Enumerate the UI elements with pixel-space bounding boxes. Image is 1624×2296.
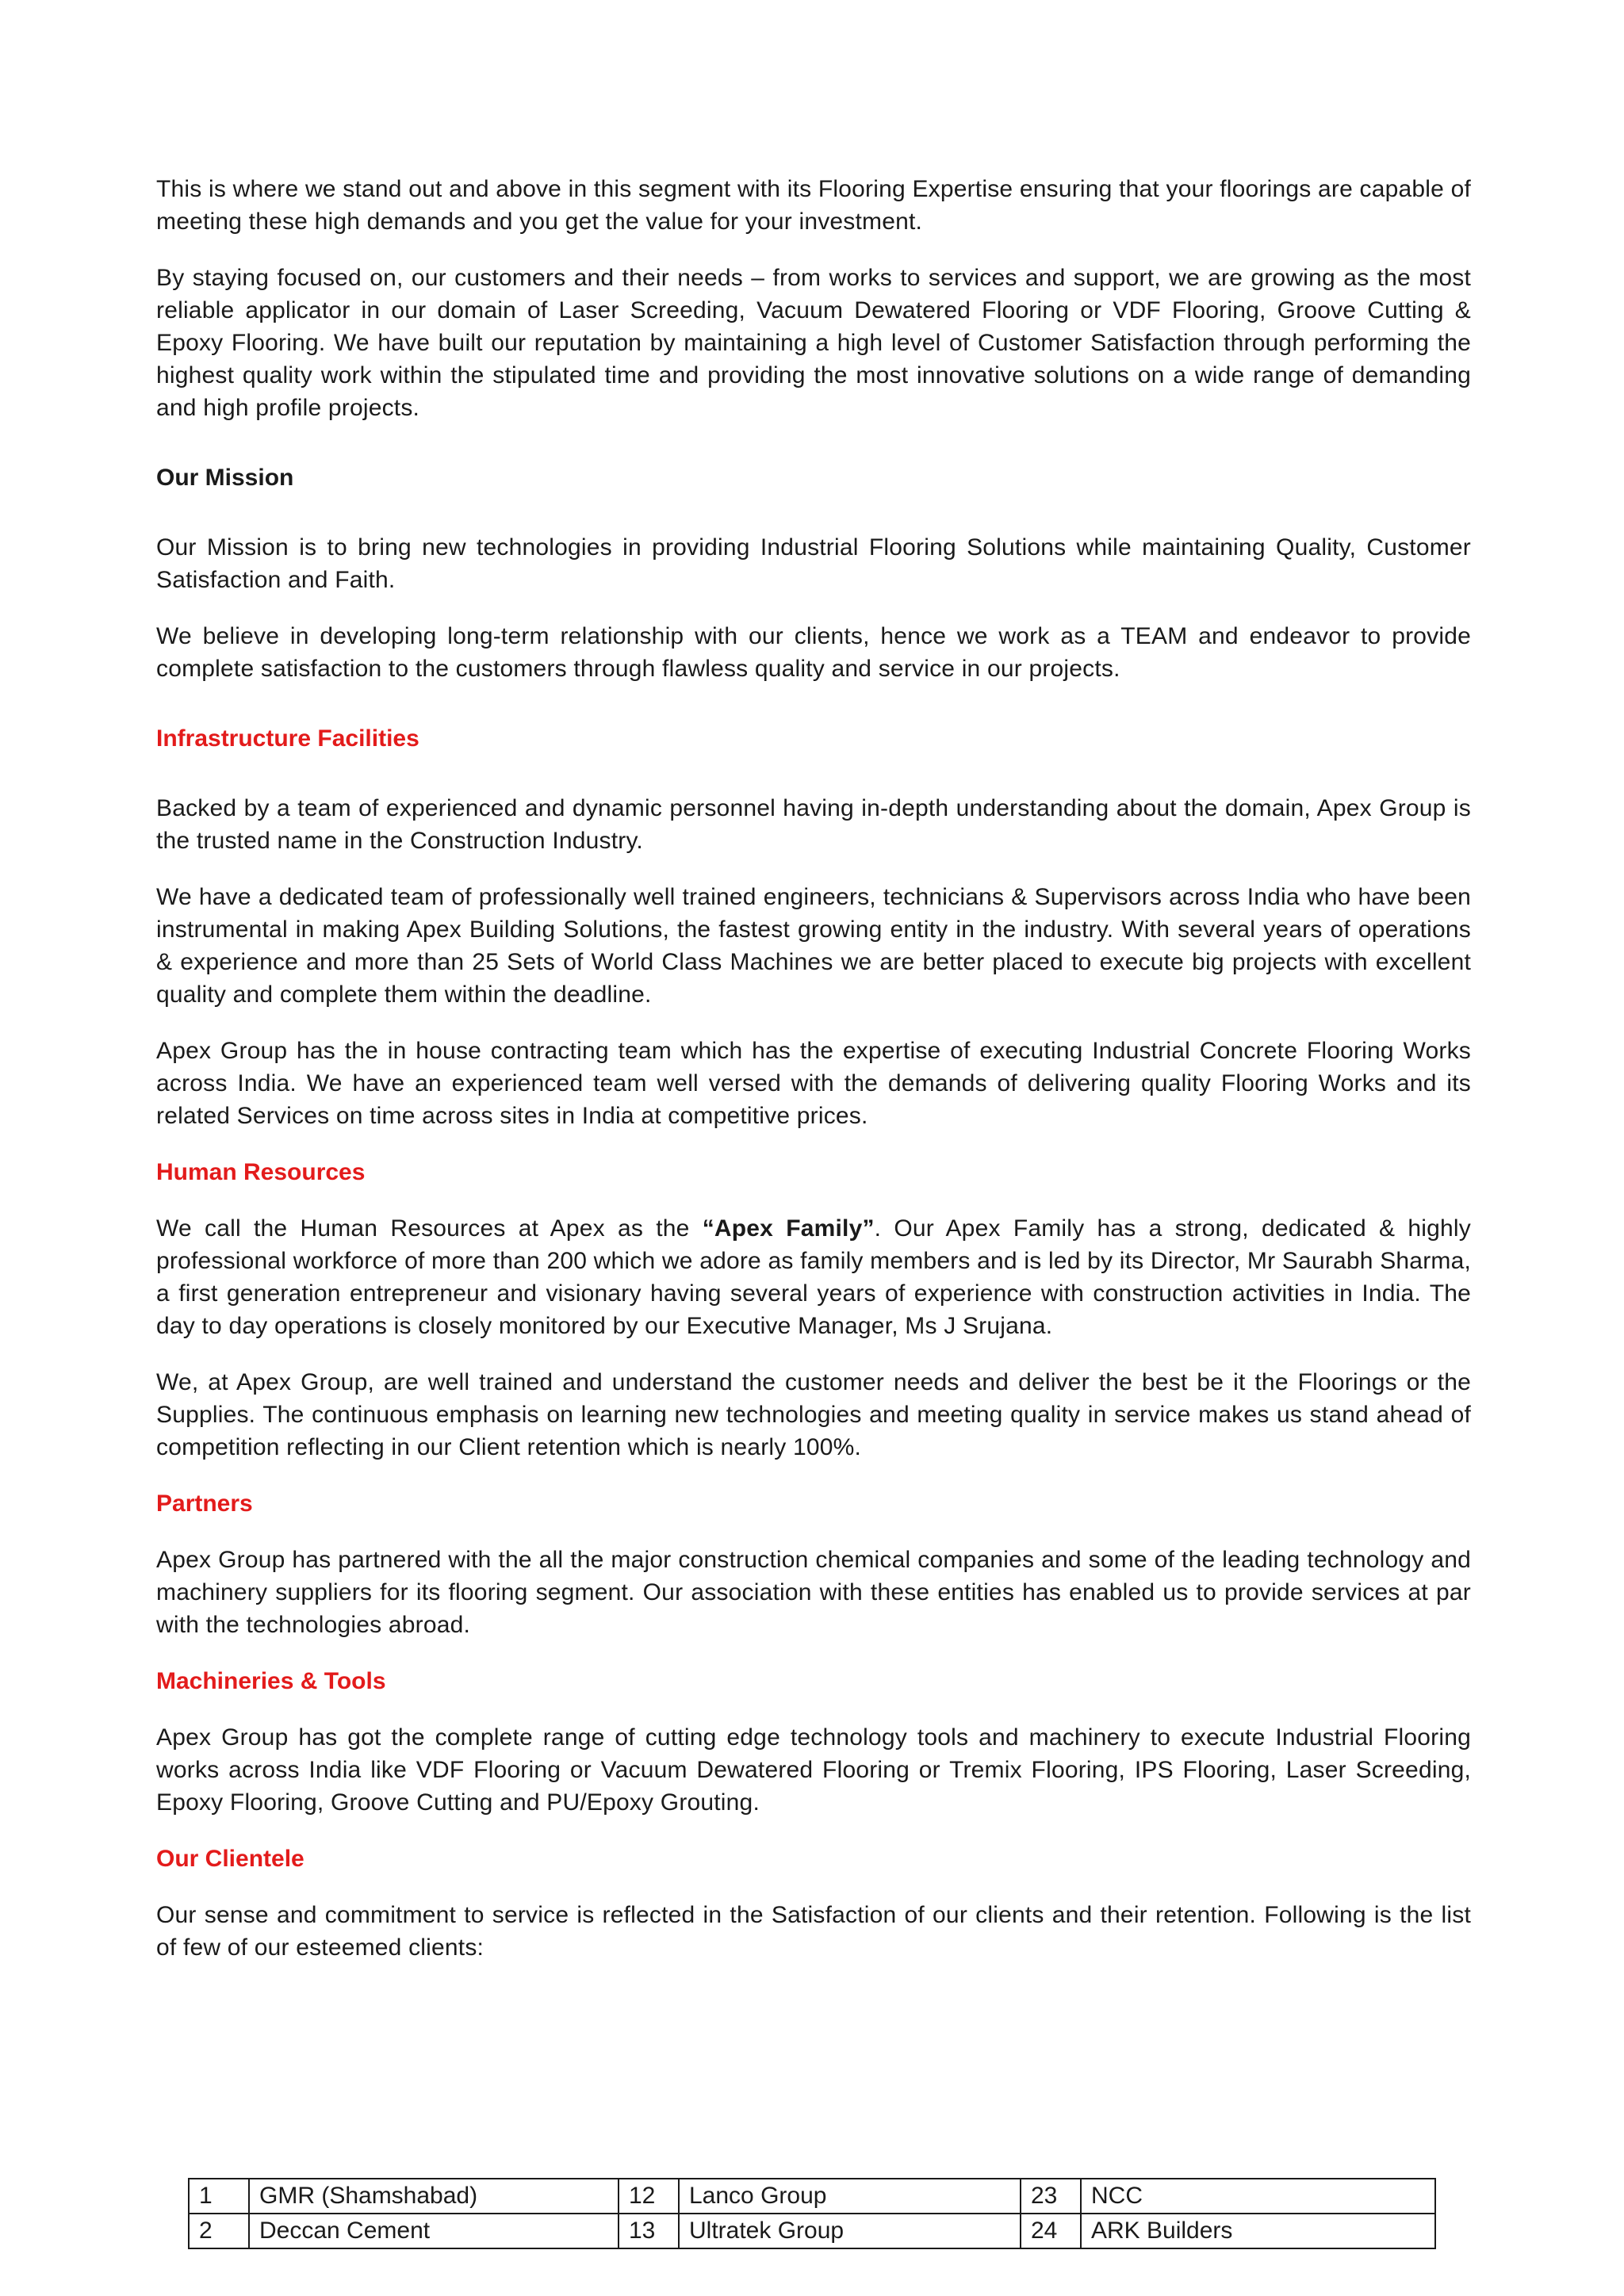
- partners-heading: Partners: [156, 1490, 253, 1517]
- infrastructure-paragraph-1: Backed by a team of experienced and dynamic personnel having in-depth understanding about the domain, Apex Group is the trusted name in the Construction Industry.: [156, 795, 1471, 854]
- partners-paragraph: Apex Group has partnered with the all the major construction chemical companies and some of the leading technology and machinery suppliers for its flooring segment. Our association with these entities has enabled us to provide services at par with the technologies abroad.: [156, 1547, 1471, 1638]
- intro-paragraph-2: By staying focused on, our customers and their needs – from works to services and support, we are growing as the most reliable applicator in our domain of Laser Screeding, Vacuum Dewatered Flooring or VDF Flooring, Groove Cutting & Epoxy Flooring. We have built our reputation by maintaining a high level of Customer Satisfaction through performing the highest quality work within the stipulated time and providing the most innovative solutions on a wide range of demanding and high profile projects.: [156, 265, 1471, 421]
- mission-paragraph-1: Our Mission is to bring new technologies in providing Industrial Flooring Solutions while maintaining Quality, Customer Satisfaction and Faith.: [156, 534, 1471, 593]
- clients-table: [188, 2178, 1436, 2249]
- infrastructure-paragraph-2: We have a dedicated team of professionally well trained engineers, technicians & Supervisors across India who have been instrumental in making Apex Building Solutions, the fastest growing entity in the industry. With several years of operations & experience and more than 25 Sets of World Class Machines we are better placed to execute big projects with excellent quality and complete them within the deadline.: [156, 884, 1471, 1008]
- table-row: [189, 2179, 1435, 2214]
- client-name: GMR (Shamshabad): [249, 2179, 619, 2214]
- human-resources-paragraph-1: [156, 1212, 1471, 1342]
- intro-paragraph-1: This is where we stand out and above in this segment with its Flooring Expertise ensuring that your floorings are capable of meeting these high demands and you get the value for your investment.: [156, 176, 1471, 235]
- client-name: ARK Builders: [1081, 2214, 1435, 2248]
- machineries-heading: Machineries & Tools: [156, 1668, 386, 1694]
- table-row: [189, 2214, 1435, 2248]
- infrastructure-heading: Infrastructure Facilities: [156, 725, 419, 752]
- apex-family-term: “Apex Family”: [702, 1215, 875, 1242]
- client-number: 23: [1021, 2179, 1081, 2214]
- human-resources-paragraph-2: We, at Apex Group, are well trained and understand the customer needs and deliver the best be it the Floorings or the Supplies. The continuous emphasis on learning new technologies and meeting quality in service makes us stand ahead of competition reflecting in our Client retention which is nearly 100%.: [156, 1369, 1471, 1460]
- hr-text-before: We call the Human Resources at Apex as the: [156, 1215, 703, 1242]
- hr-text-after: . Our Apex Family has a strong, dedicated & highly professional workforce of more than 200 which we adore as family members and is led by its Director, Mr Saurabh Sharma, a first generation entrepreneur and visionary having several years of experience with construction activities in India. The day to day operations is closely monitored by our Executive Manager, Ms J Srujana.: [156, 1215, 1471, 1339]
- clientele-heading: Our Clientele: [156, 1846, 304, 1872]
- mission-heading: Our Mission: [156, 465, 294, 491]
- client-name: Lanco Group: [679, 2179, 1021, 2214]
- client-number: 24: [1021, 2214, 1081, 2248]
- client-name: Deccan Cement: [249, 2214, 619, 2248]
- human-resources-heading: Human Resources: [156, 1159, 366, 1185]
- client-number: 2: [189, 2214, 249, 2248]
- document-page: [156, 173, 1471, 1964]
- client-number: 12: [619, 2179, 679, 2214]
- mission-paragraph-2: We believe in developing long-term relationship with our clients, hence we work as a TEAM and endeavor to provide complete satisfaction to the customers through flawless quality and service in our projects.: [156, 623, 1471, 682]
- client-name: NCC: [1081, 2179, 1435, 2214]
- machineries-paragraph: Apex Group has got the complete range of cutting edge technology tools and machinery to execute Industrial Flooring works across India like VDF Flooring or Vacuum Dewatered Flooring or Tremix Flooring, IPS Flooring, Laser Screeding, Epoxy Flooring, Groove Cutting and PU/Epoxy Grouting.: [156, 1724, 1471, 1816]
- client-number: 1: [189, 2179, 249, 2214]
- clientele-paragraph: Our sense and commitment to service is reflected in the Satisfaction of our clients and their retention. Following is the list of few of our esteemed clients:: [156, 1902, 1471, 1961]
- infrastructure-paragraph-3: Apex Group has the in house contracting team which has the expertise of executing Industrial Concrete Flooring Works across India. We have an experienced team well versed with the demands of delivering quality Flooring Works and its related Services on time across sites in India at competitive prices.: [156, 1038, 1471, 1129]
- client-name: Ultratek Group: [679, 2214, 1021, 2248]
- client-number: 13: [619, 2214, 679, 2248]
